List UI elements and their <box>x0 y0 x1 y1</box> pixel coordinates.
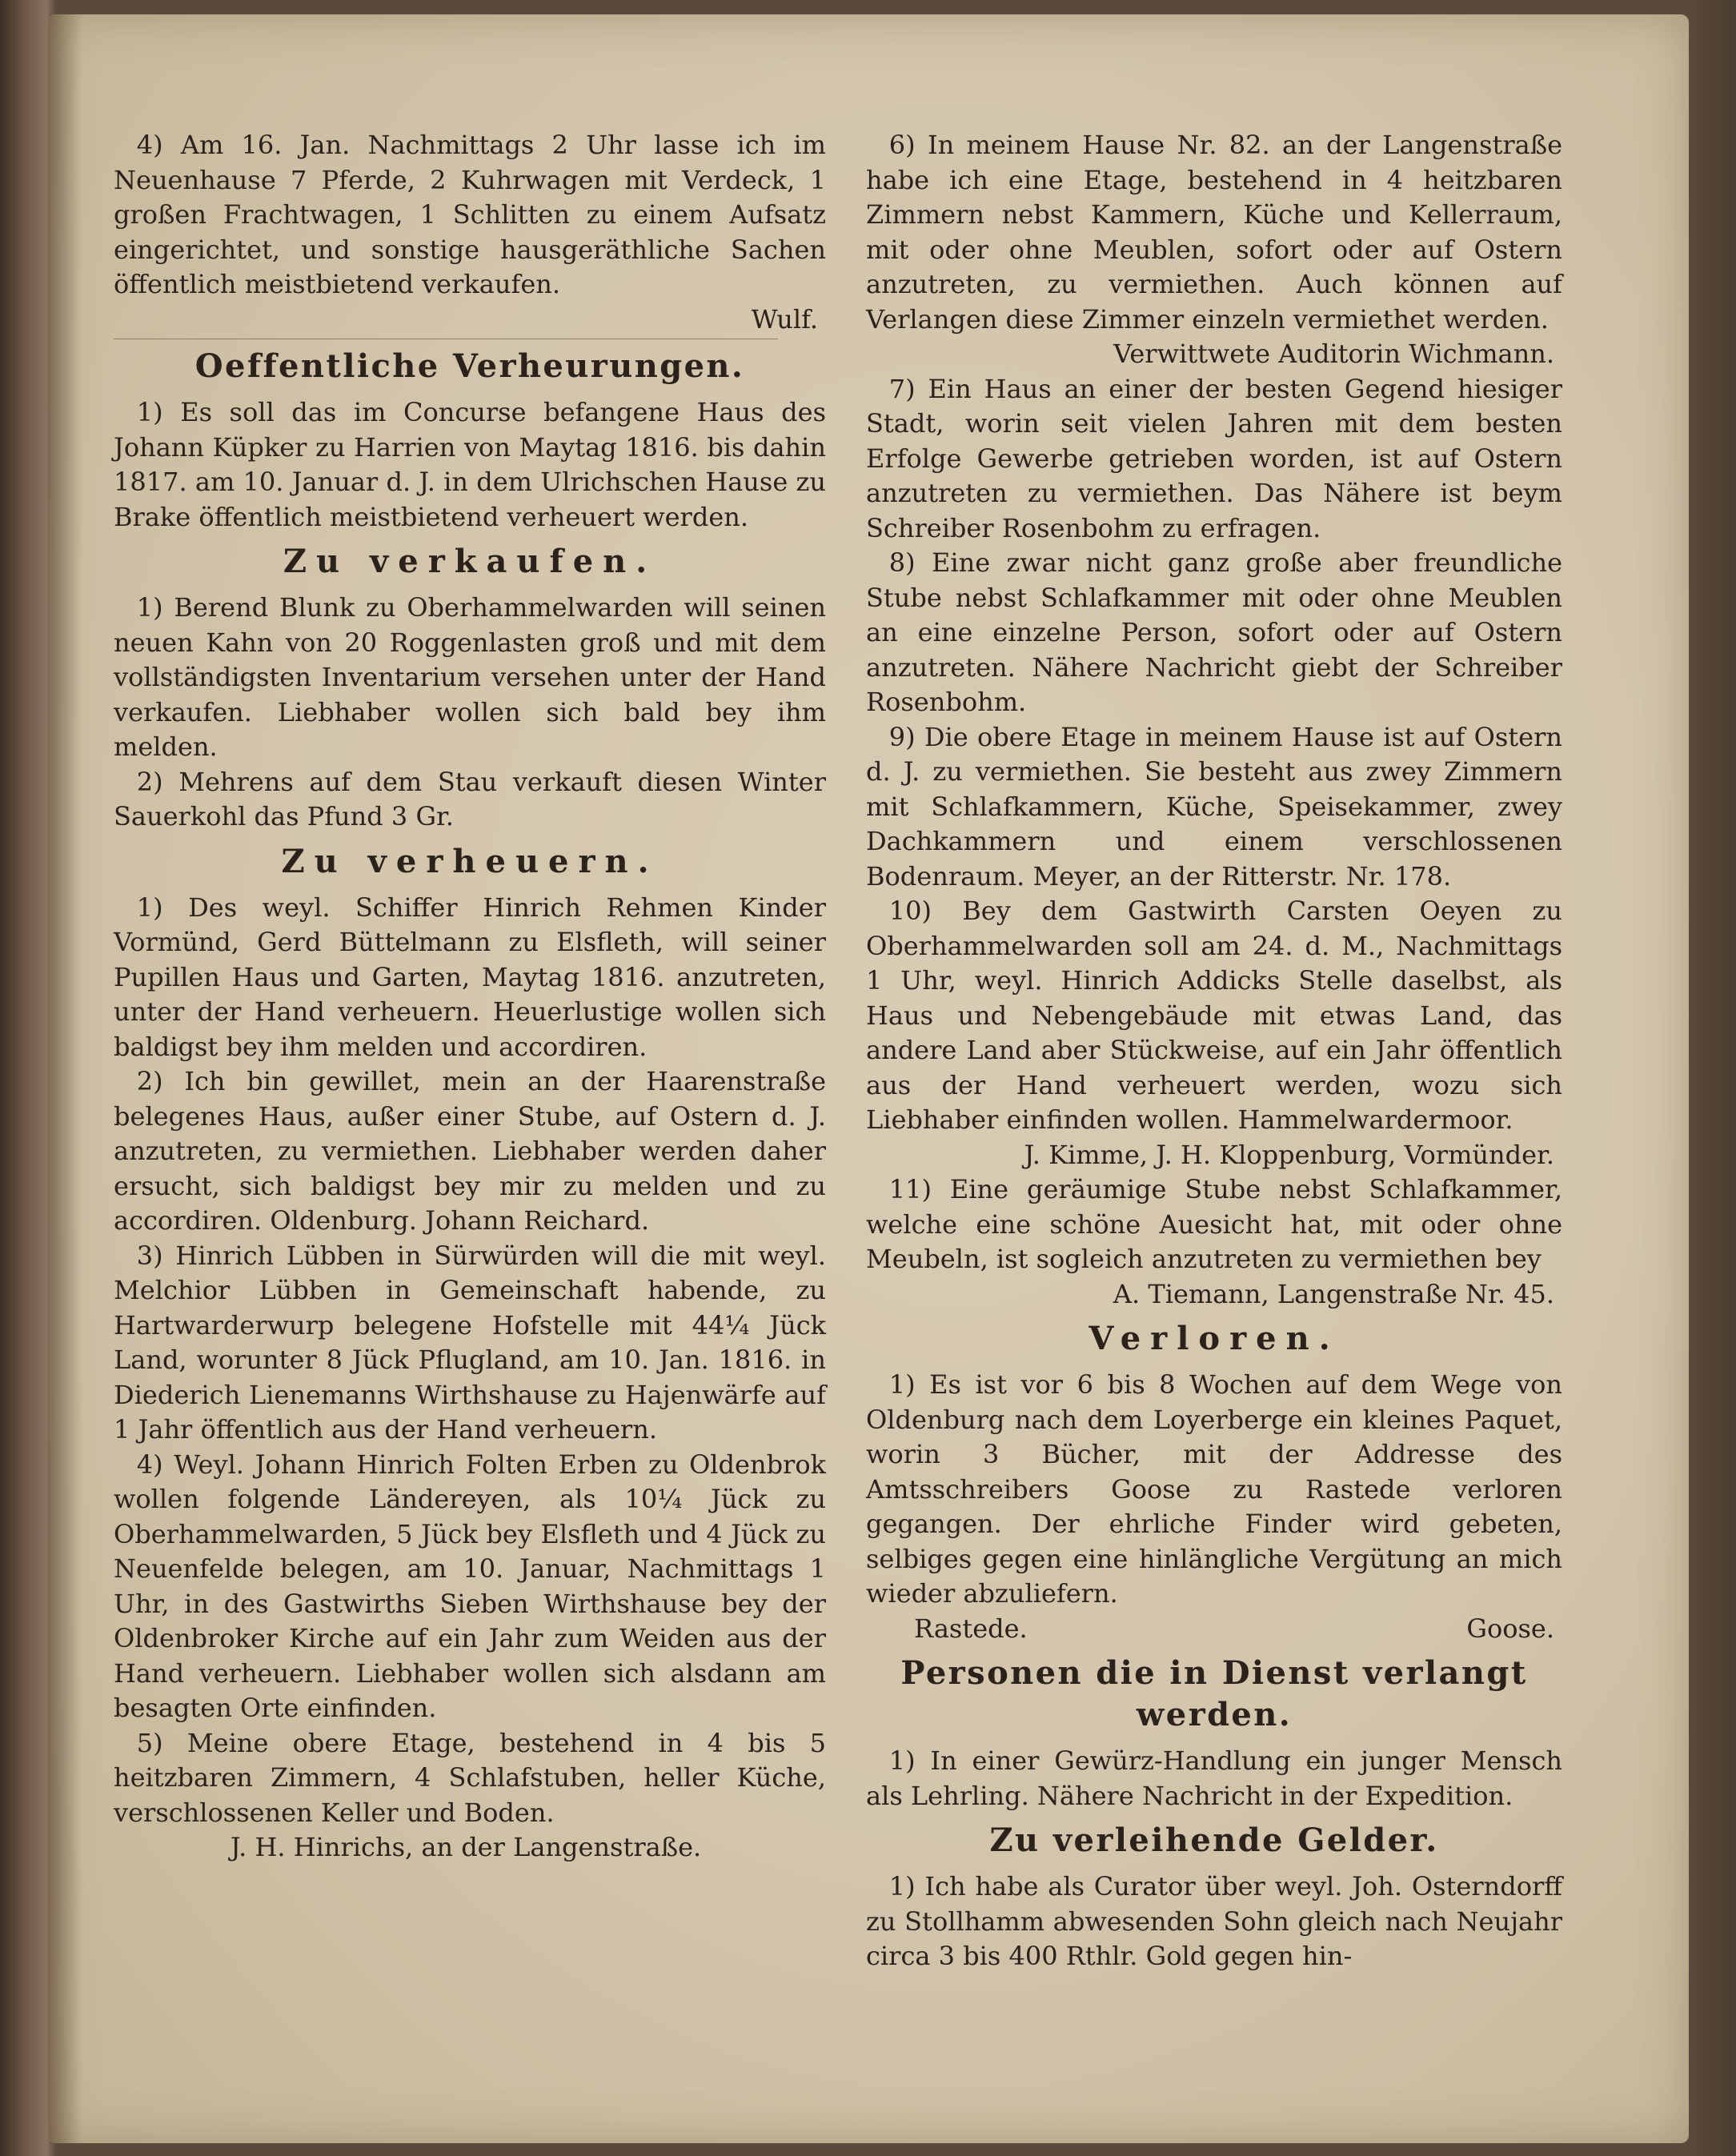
section-heading-verheurungen: Oeffentliche Verheurungen. <box>194 347 745 385</box>
section-heading-verloren: Verloren. <box>1089 1320 1340 1357</box>
signature-goose-place: Rastede. <box>914 1613 1028 1644</box>
notice-tiemann: 11) Eine geräumige Stube nebst Schlafkammer, welche eine schöne Auesicht hat, mit oder ohne Meubeln, ist sogleich anzutreten zu vermiethen bey <box>866 1174 1562 1274</box>
notice-reichard: 2) Ich bin gewillet, mein an der Haarenstraße belegenes Haus, außer einer Stube, auf Ostern d. J. anzutreten, zu vermiethen. Liebhaber werden daher ersucht, sich baldigst bey mir zu melden und zu accordiren. Oldenburg. Johann Reichard. <box>114 1066 826 1236</box>
signature-goose <box>866 1612 1562 1647</box>
notice-wichmann: 6) In meinem Hause Nr. 82. an der Langenstraße habe ich eine Etage, bestehend in 4 heitzbaren Zimmern nebst Kammern, Küche und Kellerraum, mit oder ohne Meublen, sofort oder auf Ostern anzutreten, zu vermiethen. Auch können auf Verlangen diese Zimmer einzeln vermiethet werden. <box>866 130 1562 335</box>
notice-oeyen: 10) Bey dem Gastwirth Carsten Oeyen zu Oberhammelwarden soll am 24. d. M., Nachmittags 1 Uhr, weyl. Hinrich Addicks Stelle daselbst, als Haus und Nebengebäude mit etwas Land, das andere Land aber Stückweise, auf ein Jahr öffentlich aus der Hand verheuert werden, wozu sich Liebhaber einfinden wollen. Hammelwardermoor. <box>866 896 1562 1135</box>
section-heading-verkaufen: Zu verkaufen. <box>283 543 657 580</box>
notice-lubben: 3) Hinrich Lübben in Sürwürden will die mit weyl. Melchior Lübben in Gemeinschaft habende, zu Hartwarderwurp belegene Hofstelle mit 44¼ Jück Land, worunter 8 Jück Pflugland, am 10. Jan. 1816. in Diederich Lienemanns Wirthshause zu Hajenwärfe auf 1 Jahr öffentlich aus der Hand verheuern. <box>114 1240 826 1445</box>
notice-lehrling: 1) In einer Gewürz-Handlung ein junger Mensch als Lehrling. Nähere Nachricht in der Expedition. <box>866 1745 1562 1811</box>
signature-kimme: J. Kimme, J. H. Kloppenburg, Vormünder. <box>1024 1139 1554 1170</box>
notice-kupker: 1) Es soll das im Concurse befangene Haus des Johann Küpker zu Harrien von Maytag 1816. bis dahin 1817. am 10. Januar d. J. in dem Ulrichschen Hause zu Brake öffentlich meistbietend verheuert werden. <box>114 397 826 532</box>
section-heading-dienst: Personen die in Dienst verlangt werden. <box>900 1654 1528 1733</box>
notice-blunk: 1) Berend Blunk zu Oberhammelwarden will seinen neuen Kahn von 20 Roggenlasten groß und mit dem vollständigsten Inventarium versehen unter der Hand verkaufen. Liebhaber wollen sich bald bey ihm melden. <box>114 592 826 762</box>
section-heading-verheuern: Zu verheuern. <box>281 842 659 880</box>
notice-mehrens: 2) Mehrens auf dem Stau verkauft diesen Winter Sauerkohl das Pfund 3 Gr. <box>114 766 826 832</box>
notice-curator: 1) Ich habe als Curator über weyl. Joh. Osterndorff zu Stollhamm abwesenden Sohn gleich nach Neujahr circa 3 bis 400 Rthlr. Gold gegen hin- <box>866 1871 1562 1971</box>
notice-wulf: 4) Am 16. Jan. Nachmittags 2 Uhr lasse ich im Neuenhause 7 Pferde, 2 Kuhrwagen mit Verdeck, 1 großen Frachtwagen, 1 Schlitten zu einem Aufsatz eingerichtet, und sonstige hausgeräthliche Sachen öffentlich meistbietend verkaufen. <box>114 130 826 299</box>
notice-hinrichs: 5) Meine obere Etage, bestehend in 4 bis 5 heitzbaren Zimmern, 4 Schlafstuben, heller Küche, verschlossenen Keller und Boden. <box>114 1727 826 1828</box>
notice-folten: 4) Weyl. Johann Hinrich Folten Erben zu Oldenbrok wollen folgende Ländereyen, als 10¼ Jück zu Oberhammelwarden, 5 Jück bey Elsfleth und 4 Jück zu Neuenfelde belegen, am 10. Januar, Nachmittags 1 Uhr, in des Gastwirths Sieben Wirthshause bey der Oldenbroker Kirche auf ein Jahr zum Weiden aus der Hand verheuern. Liebhaber wollen sich alsdann am besagten Orte einfinden. <box>114 1449 826 1723</box>
notice-rosenbohm-room: 8) Eine zwar nicht ganz große aber freundliche Stube nebst Schlafkammer mit oder ohne Meublen an eine einzelne Person, sofort oder auf Ostern anzutreten. Nähere Nachricht giebt der Schreiber Rosenbohm. <box>866 547 1562 717</box>
section-heading-gelder: Zu verleihende Gelder. <box>989 1821 1439 1859</box>
signature-wichmann: Verwittwete Auditorin Wichmann. <box>1113 339 1554 369</box>
notice-goose: 1) Es ist vor 6 bis 8 Wochen auf dem Wege von Oldenburg nach dem Loyerberge ein kleines Paquet, worin 3 Bücher, mit der Addresse des Amtsschreibers Goose zu Rastede verloren gegangen. Der ehrliche Finder wird gebeten, selbiges gegen eine hinlängliche Vergütung an mich wieder abzuliefern. <box>866 1369 1562 1609</box>
signature-hinrichs: J. H. Hinrichs, an der Langenstraße. <box>230 1832 702 1862</box>
signature-goose-name: Goose. <box>1466 1613 1554 1644</box>
left-column <box>114 128 826 1865</box>
binding-shadow <box>50 14 82 2143</box>
notice-rehmen: 1) Des weyl. Schiffer Hinrich Rehmen Kinder Vormünd, Gerd Büttelmann zu Elsfleth, will seiner Pupillen Haus und Garten, Maytag 1816. anzutreten, unter der Hand verheuern. Heuerlustige wollen sich baldigst bey ihm melden und accordiren. <box>114 892 826 1062</box>
notice-meyer: 9) Die obere Etage in meinem Hause ist auf Ostern d. J. zu vermiethen. Sie besteht aus zwey Zimmern mit Schlafkammern, Küche, Speisekammer, zwey Dachkammern und einem verschlossenen Bodenraum. Meyer, an der Ritterstr. Nr. 178. <box>866 721 1562 892</box>
right-column <box>866 128 1562 1974</box>
signature-tiemann: A. Tiemann, Langenstraße Nr. 45. <box>1113 1278 1554 1309</box>
notice-rosenbohm-house: 7) Ein Haus an einer der besten Gegend hiesiger Stadt, worin seit vielen Jahren mit dem besten Erfolge Gewerbe getrieben worden, ist auf Ostern anzutreten zu vermiethen. Das Nähere ist beym Schreiber Rosenbohm zu erfragen. <box>866 373 1562 543</box>
signature-wulf: Wulf. <box>751 303 818 335</box>
